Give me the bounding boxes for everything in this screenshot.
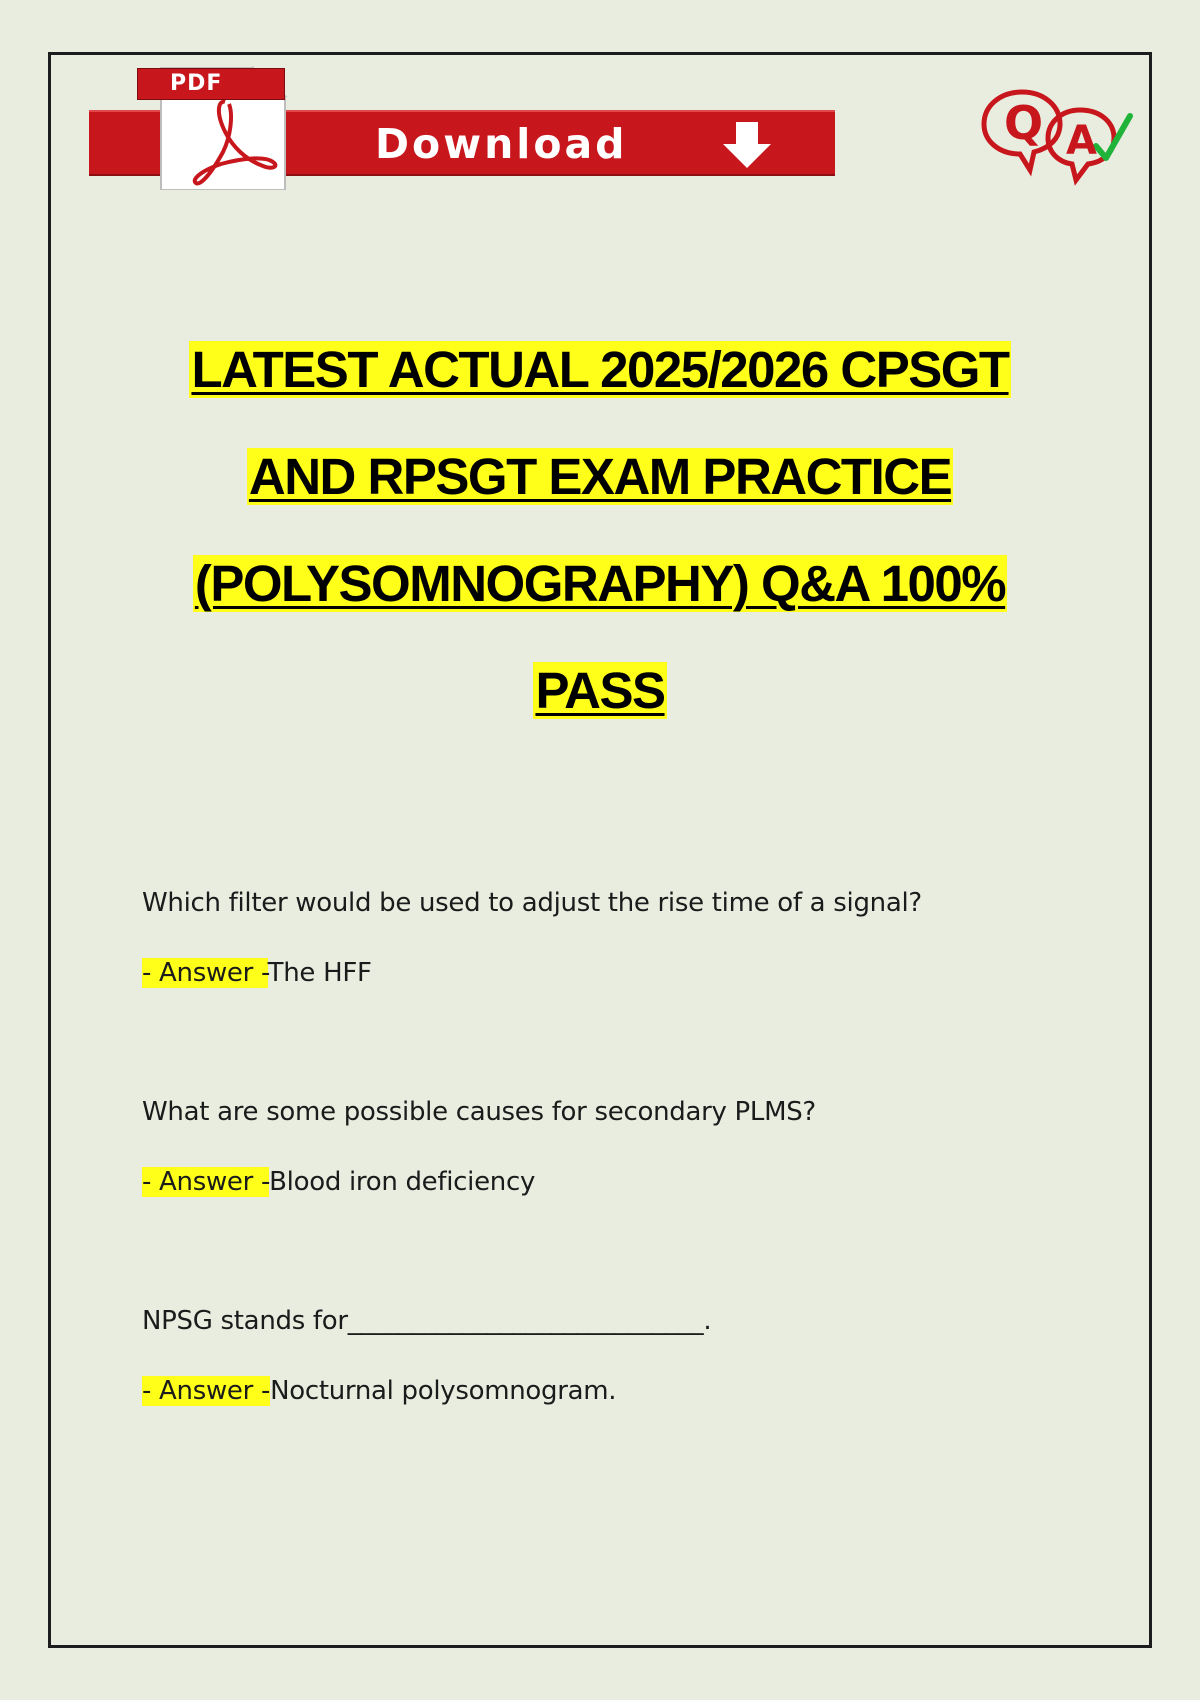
answer-prefix: - Answer - — [142, 958, 268, 988]
answer-line — [142, 1167, 535, 1197]
answer-text: Nocturnal polysomnogram. — [270, 1376, 617, 1406]
answer-line — [142, 1376, 616, 1406]
answer-prefix: - Answer - — [142, 1167, 270, 1197]
pdf-tab-label: PDF — [137, 68, 285, 100]
answer-text: Blood iron deficiency — [269, 1167, 536, 1197]
download-arrow-icon[interactable] — [717, 118, 777, 172]
title-line: AND RPSGT EXAM PRACTICE — [248, 448, 952, 505]
qa-logo-a: A — [1066, 118, 1097, 164]
pdf-file-icon[interactable] — [133, 66, 293, 190]
question-text: NPSG stands for____________________________. — [142, 1306, 712, 1336]
qa-logo — [980, 84, 1140, 188]
answer-prefix: - Answer - — [142, 1376, 271, 1406]
download-banner[interactable] — [89, 66, 835, 190]
page-border — [48, 52, 1152, 1648]
document-title — [100, 316, 1100, 744]
answer-text: The HFF — [267, 958, 372, 988]
title-line: PASS — [535, 662, 665, 719]
answer-line — [142, 958, 372, 988]
question-text: What are some possible causes for secondary PLMS? — [142, 1097, 816, 1127]
title-line: LATEST ACTUAL 2025/2026 CPSGT — [191, 341, 1009, 398]
title-line: (POLYSOMNOGRAPHY) Q&A 100% — [194, 555, 1006, 612]
qa-logo-q: Q — [1004, 96, 1044, 150]
download-label[interactable]: Download — [375, 120, 628, 168]
question-text: Which filter would be used to adjust the rise time of a signal? — [142, 888, 922, 918]
